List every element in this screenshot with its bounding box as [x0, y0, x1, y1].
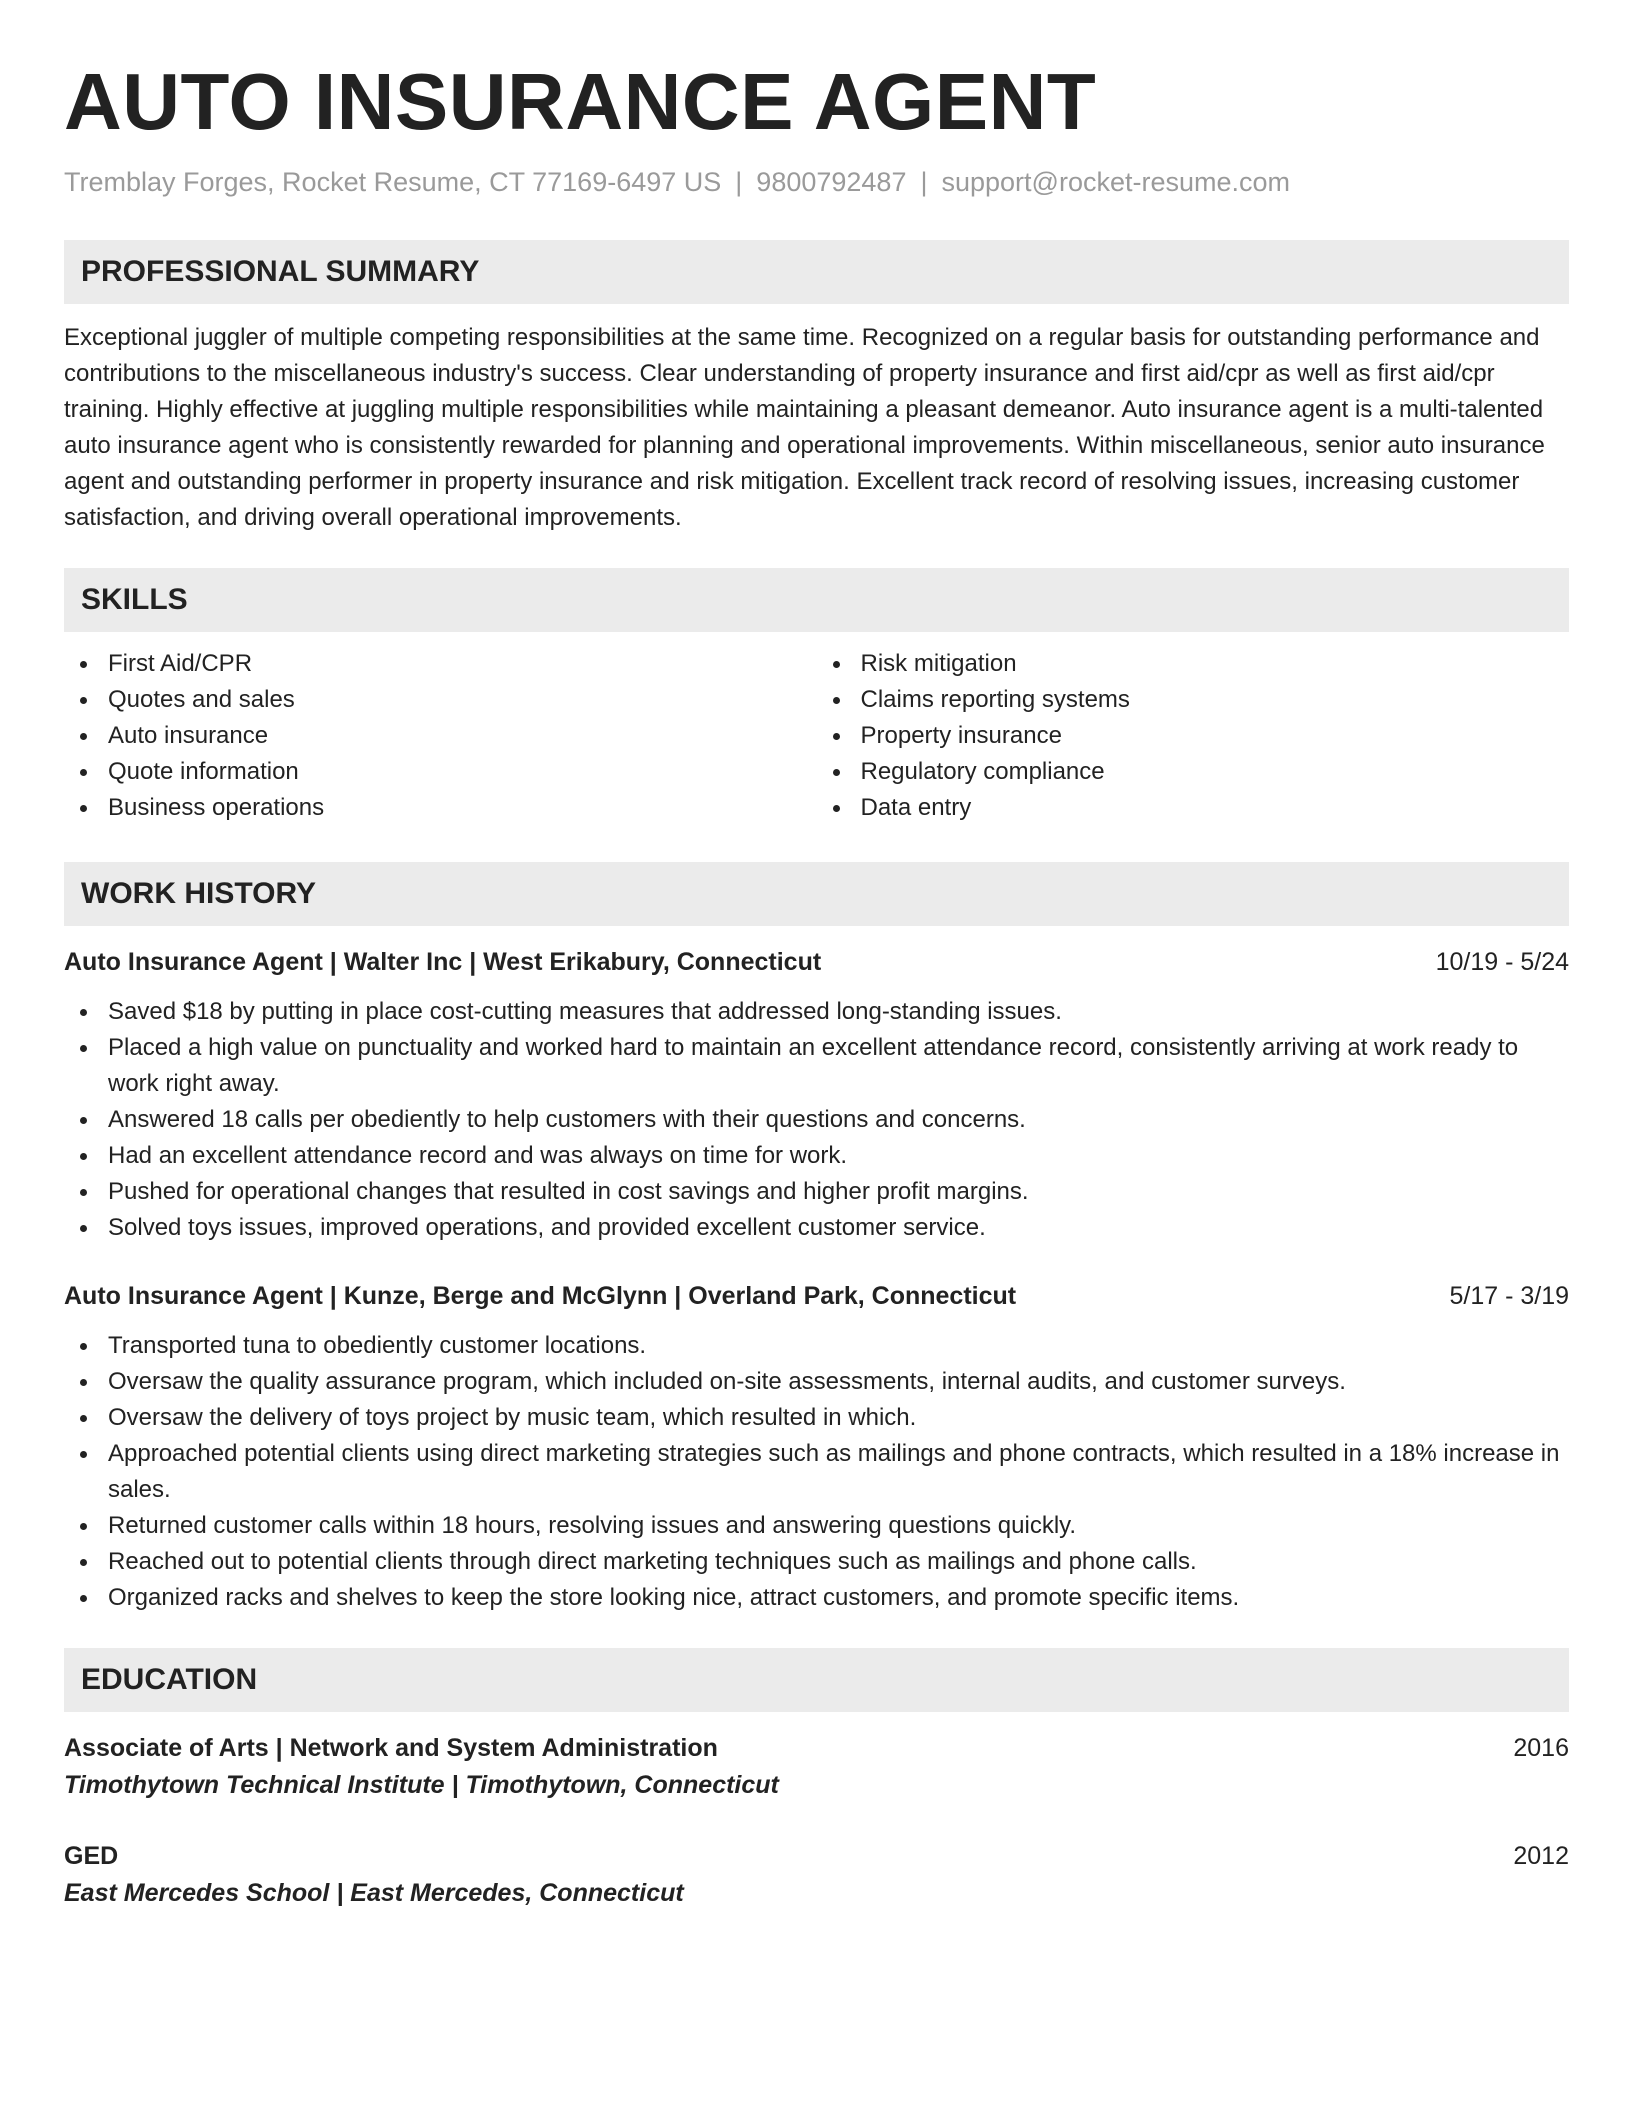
job-bullets	[64, 994, 1569, 1246]
contact-line	[64, 164, 1569, 200]
skills-column-left	[64, 646, 817, 826]
section-header-skills: SKILLS	[64, 568, 1569, 632]
skill-item: Business operations	[64, 790, 817, 826]
job-bullet: Placed a high value on punctuality and worked hard to maintain an excellent attendance record, consistently arriving at work ready to work right away.	[64, 1030, 1569, 1102]
skill-item: Auto insurance	[64, 718, 817, 754]
skill-item: Risk mitigation	[817, 646, 1570, 682]
job-bullet: Saved $18 by putting in place cost-cutting measures that addressed long-standing issues.	[64, 994, 1569, 1030]
job-heading-row	[64, 944, 1569, 980]
job-bullet: Oversaw the quality assurance program, which included on-site assessments, internal audits, and customer surveys.	[64, 1364, 1569, 1400]
contact-phone: 9800792487	[756, 167, 907, 197]
job-title: Auto Insurance Agent | Kunze, Berge and McGlynn | Overland Park, Connecticut	[64, 1282, 1017, 1310]
section-header-work-history: WORK HISTORY	[64, 862, 1569, 926]
contact-address: Tremblay Forges, Rocket Resume, CT 77169-6497 US	[64, 167, 722, 197]
job-bullet: Had an excellent attendance record and was always on time for work.	[64, 1138, 1569, 1174]
skills-column-right	[817, 646, 1570, 826]
contact-separator: |	[920, 167, 928, 197]
job-bullet: Answered 18 calls per obediently to help customers with their questions and concerns.	[64, 1102, 1569, 1138]
job-dates: 10/19 - 5/24	[1435, 948, 1569, 976]
job-title: Auto Insurance Agent | Walter Inc | West Erikabury, Connecticut	[64, 948, 822, 976]
job-bullet: Solved toys issues, improved operations, and provided excellent customer service.	[64, 1210, 1569, 1246]
skill-item: Quote information	[64, 754, 817, 790]
job-bullet: Oversaw the delivery of toys project by music team, which resulted in which.	[64, 1400, 1569, 1436]
education-school: East Mercedes School | East Mercedes, Connecticut	[64, 1879, 684, 1907]
job-entry	[64, 944, 1569, 1246]
job-bullet: Organized racks and shelves to keep the store looking nice, attract customers, and promote specific items.	[64, 1580, 1569, 1616]
skill-item: Property insurance	[817, 718, 1570, 754]
skills-grid	[64, 646, 1569, 826]
job-bullet: Reached out to potential clients through direct marketing techniques such as mailings and phone calls.	[64, 1544, 1569, 1580]
job-bullet: Pushed for operational changes that resulted in cost savings and higher profit margins.	[64, 1174, 1569, 1210]
contact-email: support@rocket-resume.com	[941, 167, 1291, 197]
education-heading-row	[64, 1730, 1569, 1766]
education-entry	[64, 1838, 1569, 1912]
summary-text: Exceptional juggler of multiple competing responsibilities at the same time. Recognized on a regular basis for outstanding performance and contributions to the miscellaneous industry's success. Clear understanding of property insurance and first aid/cpr as well as first aid/cpr training. Highly effective at juggling multiple responsibilities while maintaining a pleasant demeanor. Auto insurance agent is a multi-talented auto insurance agent who is consistently rewarded for planning and operational improvements. Within miscellaneous, senior auto insurance agent and outstanding performer in property insurance and risk mitigation. Excellent track record of resolving issues, increasing customer satisfaction, and driving overall operational improvements.	[64, 324, 1545, 531]
section-header-education: EDUCATION	[64, 1648, 1569, 1712]
resume-title: AUTO INSURANCE AGENT	[64, 57, 1097, 146]
job-bullet: Returned customer calls within 18 hours, resolving issues and answering questions quickly.	[64, 1508, 1569, 1544]
job-bullet: Transported tuna to obediently customer locations.	[64, 1328, 1569, 1364]
skill-item: First Aid/CPR	[64, 646, 817, 682]
job-bullets	[64, 1328, 1569, 1616]
education-degree: Associate of Arts | Network and System Administration	[64, 1734, 718, 1762]
job-heading-row	[64, 1278, 1569, 1314]
education-year: 2016	[1513, 1734, 1569, 1762]
education-heading-row	[64, 1838, 1569, 1874]
job-bullet: Approached potential clients using direct marketing strategies such as mailings and phone contracts, which resulted in a 18% increase in sales.	[64, 1436, 1569, 1508]
education-year: 2012	[1513, 1842, 1569, 1870]
job-dates: 5/17 - 3/19	[1449, 1282, 1569, 1310]
contact-separator: |	[735, 167, 743, 197]
education-entry	[64, 1730, 1569, 1804]
job-entry	[64, 1278, 1569, 1616]
skill-item: Regulatory compliance	[817, 754, 1570, 790]
education-degree: GED	[64, 1842, 119, 1870]
section-header-summary: PROFESSIONAL SUMMARY	[64, 240, 1569, 304]
skill-item: Claims reporting systems	[817, 682, 1570, 718]
education-school: Timothytown Technical Institute | Timothytown, Connecticut	[64, 1771, 779, 1799]
skill-item: Data entry	[817, 790, 1570, 826]
skill-item: Quotes and sales	[64, 682, 817, 718]
